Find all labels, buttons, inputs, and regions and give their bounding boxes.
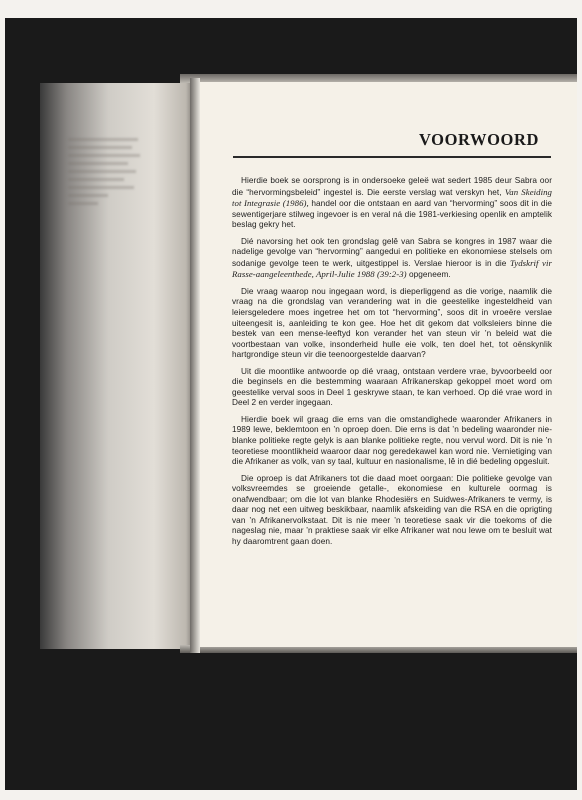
text-run: Dié navorsing het ook ten grondslag gelê van Sabra se kongres in 1987 waar die nadelige gevolge van “hervorming” aangedui en politieke en ekonomiese stelsels om sodanige gevolge teen te werk, uitgestippel is. Verslae hieroor is in die — [232, 236, 552, 268]
paragraph-1 — [232, 176, 552, 231]
text-run: handel oor die ontstaan en aard van “hervorming” soos dit in die sewentigerjare stilweg ingevoer is en veral ná die 1981-verkiesing openlik en amptelik beslag gekry het. — [232, 199, 553, 230]
paragraph-5 — [232, 415, 552, 468]
text-run: opgeneem. — [406, 270, 451, 280]
book-gutter — [190, 78, 200, 653]
paragraph-6 — [232, 474, 552, 548]
text-run: Hierdie boek se oorsprong is in ondersoeke geleë wat sedert 1985 deur Sabra oor die “hervormingsbeleid” ingestel is. Die eerste verslag wat verskyn het, — [232, 176, 552, 197]
paragraph-2 — [232, 237, 552, 281]
paragraph-3 — [232, 287, 552, 361]
text-run: Die vraag waarop nou ingegaan word, is dieperliggend as die vorige, naamlik die vraag na die grondslag van verandering wat in die geestelike ingesteldheid van leiersgeledere moes ingetree het om tot “hervorming”, soos dit in vroeëre verslae uiteengesit is, aanleiding te kon gee. Hoe het dit gekom dat volksleiers binne die bestek van een mense-leeftyd kon verander het van steun vir ’n beleid wat die voortbestaan van volke, insonderheid hulle eie volk, ten doel het, tot oënskynlik hartgrondige steun vir die teenoorgestelde daarvan? — [232, 286, 552, 360]
text-run: Hierdie boek wil graag die erns van die omstandighede waaronder Afrikaners in 1989 lewe, beklemtoon en ’n oproep doen. Die erns is dat ’n bedeling waaronder nie-blanke politieke regte gelyk is aan blanke politieke regte, nou vervul word. Dit is nie ’n teoretiese moontlikheid waaroor daar nog geredekawel kan word nie. Vernietiging van die Afrikaner as volk, van sy taal, kultuur en nasionalisme, lê in dié bedeling opgesluit. — [232, 414, 552, 467]
text-run: Uit die moontlike antwoorde op dié vraag, ontstaan verdere vrae, byvoorbeeld oor die beginsels en die bestemming waaraan Afrikanerskap gekoppel moet word om geestelike verval soos in Deel 1 geskrywe staan, te kan verhoed. Op dié vrae word in Deel 2 en verder ingegaan. — [232, 366, 552, 408]
heading-rule — [233, 156, 551, 158]
page-heading: VOORWOORD — [419, 130, 539, 149]
italic-citation: Van Skeiding tot Integrasie (1986), — [232, 186, 552, 209]
left-page-bleed-through — [68, 138, 146, 210]
text-run: Die oproep is dat Afrikaners tot die daad moet oorgaan: Die politieke gevolge van volksvreemdes se groeiende getalle-, ekonomiese en kulturele oormag is onafwendbaar; om die lot van blanke Rhodesiërs en Suidwes-Afrikaners te vermy, is daar nog net een uitweg beskikbaar, naamlik afskeiding van die RSA en die oprigting van ’n Afrikanervolkstaat. Dit is nie meer ’n teoretiese saak vir die toekoms of die nageslag nie, maar ’n praktiese saak vir elke Afrikaner wat nou lewe om te besluit wat hy daaromtrent gaan doen. — [232, 473, 552, 546]
foreword-body — [232, 176, 552, 554]
paragraph-4 — [232, 367, 552, 409]
italic-citation: Tydskrif vir Rasse-aangeleenthede, April-Julie 1988 (39:2-3) — [232, 257, 552, 280]
